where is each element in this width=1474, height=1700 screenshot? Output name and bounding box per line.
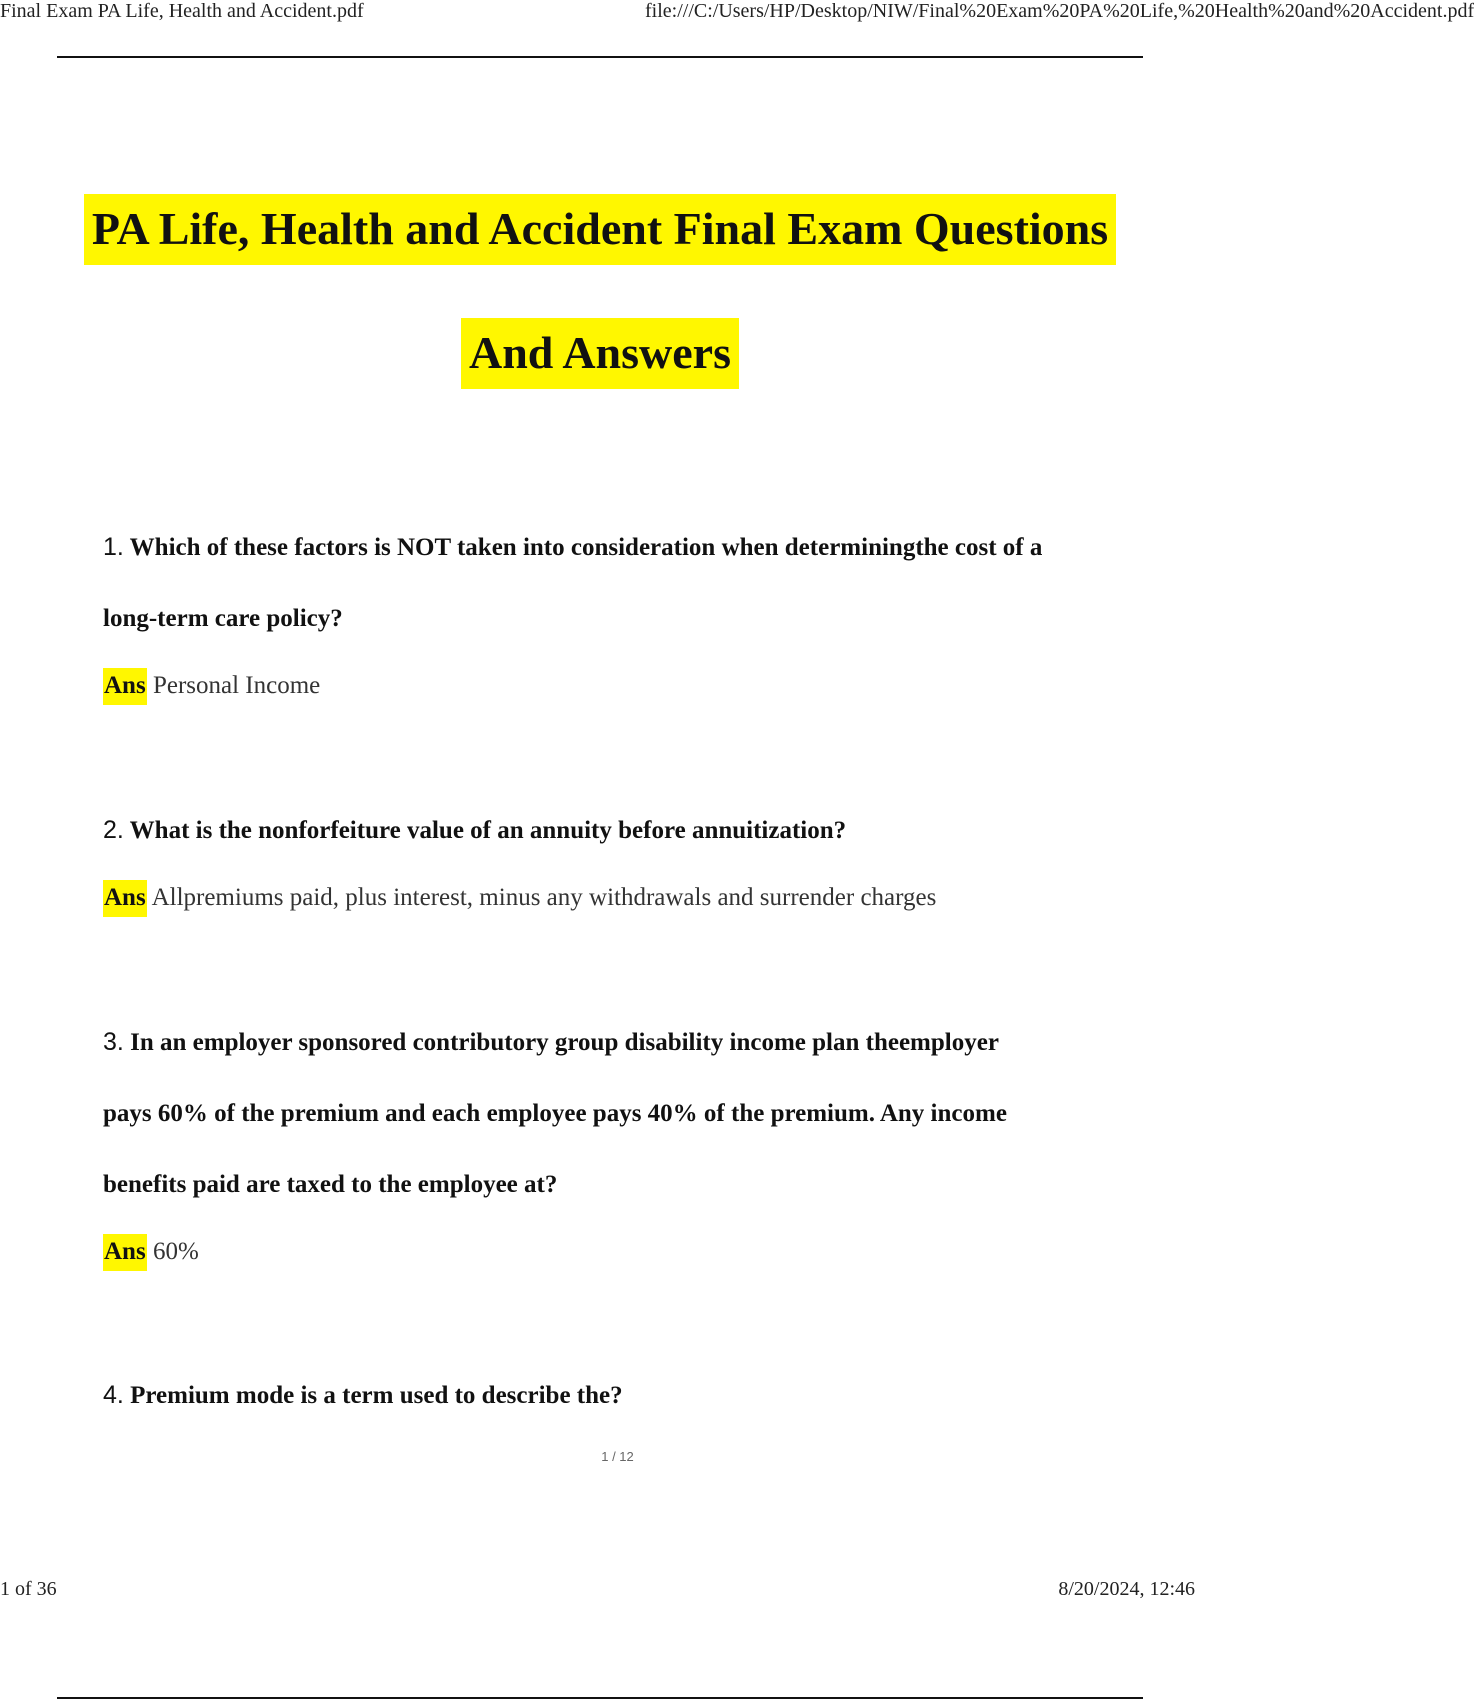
- print-header-title: Final Exam PA Life, Health and Accident.pdf: [0, 0, 364, 22]
- page-number: 1 / 12: [601, 1449, 634, 1464]
- answer-text: 60%: [152, 1238, 199, 1265]
- answer-text: Allpremiums paid, plus interest, minus any withdrawals and surrender charges: [151, 884, 937, 911]
- footer-divider: [57, 1697, 1143, 1699]
- question-2: 2. What is the nonforfeiture value of an annuity before annuitization?: [103, 816, 847, 844]
- question-4: 4. Premium mode is a term used to describe the?: [103, 1381, 623, 1409]
- ans-label: Ans: [103, 668, 147, 705]
- question-1: 1. Which of these factors is NOT taken into consideration when determiningthe cost of a long-term care policy?: [103, 533, 1043, 632]
- ans-label: Ans: [103, 1234, 147, 1271]
- answer-2: [103, 884, 936, 912]
- print-header-url: file:///C:/Users/HP/Desktop/NIW/Final%20Exam%20PA%20Life,%20Health%20and%20Accident.pdf: [645, 0, 1474, 22]
- answer-text: Personal Income: [152, 672, 321, 699]
- answer-3: [103, 1238, 199, 1266]
- header-divider: [57, 56, 1143, 58]
- answer-1: [103, 672, 320, 700]
- print-footer-page-count: 1 of 36: [0, 1578, 57, 1600]
- page-title-line-1: PA Life, Health and Accident Final Exam Questions: [0, 206, 1200, 252]
- page-title-line-2: And Answers: [0, 330, 1200, 376]
- question-3: 3. In an employer sponsored contributory group disability income plan theemployer pays 60% of the premium and each employee pays 40% of the premium. Any income benefits paid are taxed to the employee at?: [103, 1028, 1007, 1198]
- ans-label: Ans: [103, 880, 147, 917]
- print-footer-datetime: 8/20/2024, 12:46: [1058, 1578, 1195, 1600]
